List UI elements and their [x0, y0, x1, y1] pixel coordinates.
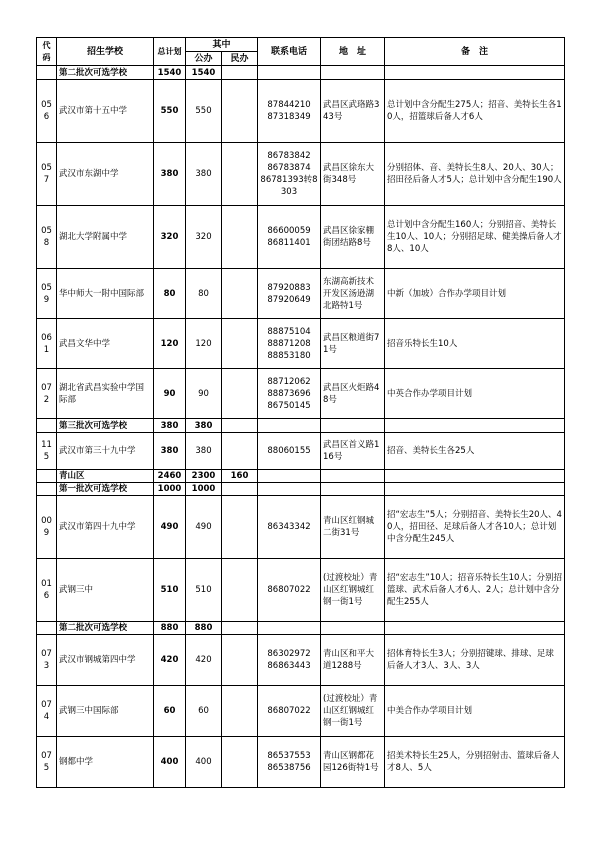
- private-cell: [222, 483, 258, 496]
- remark-cell: 总计划中含分配生160人；分别招音、美特长生10人、10人；分别招足球、健美操后备人才8人、10人: [385, 206, 565, 269]
- code-cell: 074: [37, 686, 57, 737]
- table-row: [37, 319, 565, 369]
- private-cell: [222, 419, 258, 433]
- total-cell: 90: [154, 369, 186, 419]
- phone-cell: 86302972 86863443: [258, 635, 321, 686]
- remark-cell: [385, 622, 565, 635]
- private-cell: [222, 319, 258, 369]
- private-cell: [222, 433, 258, 470]
- phone-cell: 87920883 87920649: [258, 269, 321, 319]
- private-cell: [222, 496, 258, 559]
- total-cell: 60: [154, 686, 186, 737]
- private-cell: [222, 269, 258, 319]
- phone-cell: 86343342: [258, 496, 321, 559]
- total-cell: 490: [154, 496, 186, 559]
- public-cell: 60: [186, 686, 222, 737]
- total-cell: 80: [154, 269, 186, 319]
- table-row: [37, 206, 565, 269]
- address-cell: 武昌区徐家棚街团结路8号: [321, 206, 385, 269]
- public-cell: 380: [186, 433, 222, 470]
- table-row: [37, 433, 565, 470]
- private-cell: [222, 559, 258, 622]
- phone-cell: 86807022: [258, 686, 321, 737]
- code-cell: 073: [37, 635, 57, 686]
- remark-cell: 中美合作办学项目计划: [385, 686, 565, 737]
- remark-cell: [385, 470, 565, 483]
- phone-cell: [258, 622, 321, 635]
- code-cell: 058: [37, 206, 57, 269]
- phone-cell: 88875104 88871208 88853180: [258, 319, 321, 369]
- total-cell: 420: [154, 635, 186, 686]
- public-cell: 1540: [186, 66, 222, 80]
- table-row: [37, 559, 565, 622]
- header-remark: 备 注: [385, 38, 565, 66]
- remark-cell: 分别招体、音、美特长生8人、20人、30人；招田径后备人才5人；总计划中含分配生190人: [385, 143, 565, 206]
- school-name: 武昌文华中学: [57, 319, 154, 369]
- private-cell: [222, 686, 258, 737]
- public-cell: 490: [186, 496, 222, 559]
- address-cell: 东湖高新技术开发区汤逊湖北路特1号: [321, 269, 385, 319]
- total-cell: 320: [154, 206, 186, 269]
- address-cell: [321, 622, 385, 635]
- phone-cell: 88060155: [258, 433, 321, 470]
- section-row: [37, 483, 565, 496]
- code-cell: [37, 470, 57, 483]
- school-name: 武汉市第十五中学: [57, 80, 154, 143]
- remark-cell: [385, 483, 565, 496]
- phone-cell: 86807022: [258, 559, 321, 622]
- school-name: 武汉市第四十九中学: [57, 496, 154, 559]
- code-cell: 115: [37, 433, 57, 470]
- remark-cell: 招“宏志生”10人；招音乐特长生10人；分别招篮球、武术后备人才6人、2人；总计划中含分配生255人: [385, 559, 565, 622]
- total-cell: 510: [154, 559, 186, 622]
- remark-cell: 中英合作办学项目计划: [385, 369, 565, 419]
- code-cell: 075: [37, 737, 57, 788]
- code-cell: 009: [37, 496, 57, 559]
- address-cell: [321, 483, 385, 496]
- phone-cell: 86600059 86811401: [258, 206, 321, 269]
- phone-cell: [258, 470, 321, 483]
- school-name: 武汉市东湖中学: [57, 143, 154, 206]
- table-row: [37, 737, 565, 788]
- address-cell: 青山区钢都花园126街特1号: [321, 737, 385, 788]
- address-cell: [321, 419, 385, 433]
- school-name: 武汉市第三十九中学: [57, 433, 154, 470]
- private-cell: [222, 369, 258, 419]
- public-cell: 90: [186, 369, 222, 419]
- remark-cell: [385, 419, 565, 433]
- section-row: [37, 622, 565, 635]
- code-cell: 072: [37, 369, 57, 419]
- section-row: [37, 419, 565, 433]
- total-cell: 2460: [154, 470, 186, 483]
- phone-cell: 87844210 87318349: [258, 80, 321, 143]
- phone-cell: [258, 483, 321, 496]
- address-cell: [321, 470, 385, 483]
- private-cell: [222, 206, 258, 269]
- public-cell: 400: [186, 737, 222, 788]
- code-cell: 056: [37, 80, 57, 143]
- table-row: [37, 80, 565, 143]
- private-cell: [222, 635, 258, 686]
- public-cell: 550: [186, 80, 222, 143]
- school-name: 武汉市钢城第四中学: [57, 635, 154, 686]
- remark-cell: 招音乐特长生10人: [385, 319, 565, 369]
- public-cell: 120: [186, 319, 222, 369]
- header-code: 代码: [37, 38, 57, 66]
- header-total: 总计划: [154, 38, 186, 66]
- public-cell: 80: [186, 269, 222, 319]
- public-cell: 2300: [186, 470, 222, 483]
- private-cell: [222, 737, 258, 788]
- code-cell: [37, 483, 57, 496]
- code-cell: 061: [37, 319, 57, 369]
- address-cell: 武昌区粮道街71号: [321, 319, 385, 369]
- district-row: [37, 470, 565, 483]
- address-cell: 武昌区武珞路343号: [321, 80, 385, 143]
- admission-table: [36, 37, 565, 788]
- total-cell: 380: [154, 419, 186, 433]
- public-cell: 1000: [186, 483, 222, 496]
- public-cell: 380: [186, 419, 222, 433]
- code-cell: 057: [37, 143, 57, 206]
- phone-cell: [258, 66, 321, 80]
- header-school: 招生学校: [57, 38, 154, 66]
- table-body: [37, 66, 565, 788]
- remark-cell: 招“宏志生”5人；分别招音、美特长生20人、40人，招田径、足球后备人才各10人；总计划中含分配生245人: [385, 496, 565, 559]
- section-title: 青山区: [57, 470, 154, 483]
- header-phone: 联系电话: [258, 38, 321, 66]
- public-cell: 880: [186, 622, 222, 635]
- code-cell: 016: [37, 559, 57, 622]
- phone-cell: 86537553 86538756: [258, 737, 321, 788]
- phone-cell: 88712062 88873696 86750145: [258, 369, 321, 419]
- address-cell: [321, 66, 385, 80]
- table-row: [37, 686, 565, 737]
- address-cell: 武昌区首义路116号: [321, 433, 385, 470]
- remark-cell: 总计划中含分配生275人；招音、美特长生各10人，招篮球后备人才6人: [385, 80, 565, 143]
- private-cell: [222, 66, 258, 80]
- school-name: 湖北省武昌实验中学国际部: [57, 369, 154, 419]
- header-public: 公办: [186, 52, 222, 66]
- header-address: 地 址: [321, 38, 385, 66]
- section-title: 第二批次可选学校: [57, 66, 154, 80]
- public-cell: 510: [186, 559, 222, 622]
- remark-cell: 招体育特长生3人；分别招键球、排球、足球后备人才3人、3人、3人: [385, 635, 565, 686]
- total-cell: 1000: [154, 483, 186, 496]
- section-title: 第三批次可选学校: [57, 419, 154, 433]
- section-title: 第二批次可选学校: [57, 622, 154, 635]
- header-among: 其中: [186, 38, 258, 52]
- table-row: [37, 635, 565, 686]
- remark-cell: 中新（加坡）合作办学项目计划: [385, 269, 565, 319]
- table-row: [37, 496, 565, 559]
- address-cell: 武昌区火炬路48号: [321, 369, 385, 419]
- private-cell: [222, 622, 258, 635]
- phone-cell: [258, 419, 321, 433]
- phone-cell: 86783842 86783874 86781393转8303: [258, 143, 321, 206]
- remark-cell: 招音、美特长生各25人: [385, 433, 565, 470]
- table-row: [37, 269, 565, 319]
- section-row: [37, 66, 565, 80]
- header-private: 民办: [222, 52, 258, 66]
- public-cell: 380: [186, 143, 222, 206]
- address-cell: 青山区和平大道1288号: [321, 635, 385, 686]
- private-cell: [222, 143, 258, 206]
- total-cell: 120: [154, 319, 186, 369]
- private-cell: 160: [222, 470, 258, 483]
- total-cell: 380: [154, 433, 186, 470]
- total-cell: 400: [154, 737, 186, 788]
- school-name: 武钢三中国际部: [57, 686, 154, 737]
- remark-cell: [385, 66, 565, 80]
- total-cell: 380: [154, 143, 186, 206]
- school-name: 钢都中学: [57, 737, 154, 788]
- table-row: [37, 369, 565, 419]
- total-cell: 1540: [154, 66, 186, 80]
- school-name: 华中师大一附中国际部: [57, 269, 154, 319]
- school-name: 武钢三中: [57, 559, 154, 622]
- address-cell: 武昌区徐东大街348号: [321, 143, 385, 206]
- private-cell: [222, 80, 258, 143]
- total-cell: 550: [154, 80, 186, 143]
- remark-cell: 招美术特长生25人，分别招射击、篮球后备人才8人、5人: [385, 737, 565, 788]
- public-cell: 320: [186, 206, 222, 269]
- code-cell: [37, 622, 57, 635]
- code-cell: 059: [37, 269, 57, 319]
- section-title: 第一批次可选学校: [57, 483, 154, 496]
- address-cell: (过渡校址）青山区红钢城红钢一街1号: [321, 686, 385, 737]
- address-cell: 青山区红钢城二街31号: [321, 496, 385, 559]
- total-cell: 880: [154, 622, 186, 635]
- school-name: 湖北大学附属中学: [57, 206, 154, 269]
- public-cell: 420: [186, 635, 222, 686]
- address-cell: (过渡校址）青山区红钢城红钢一街1号: [321, 559, 385, 622]
- code-cell: [37, 419, 57, 433]
- table-row: [37, 143, 565, 206]
- code-cell: [37, 66, 57, 80]
